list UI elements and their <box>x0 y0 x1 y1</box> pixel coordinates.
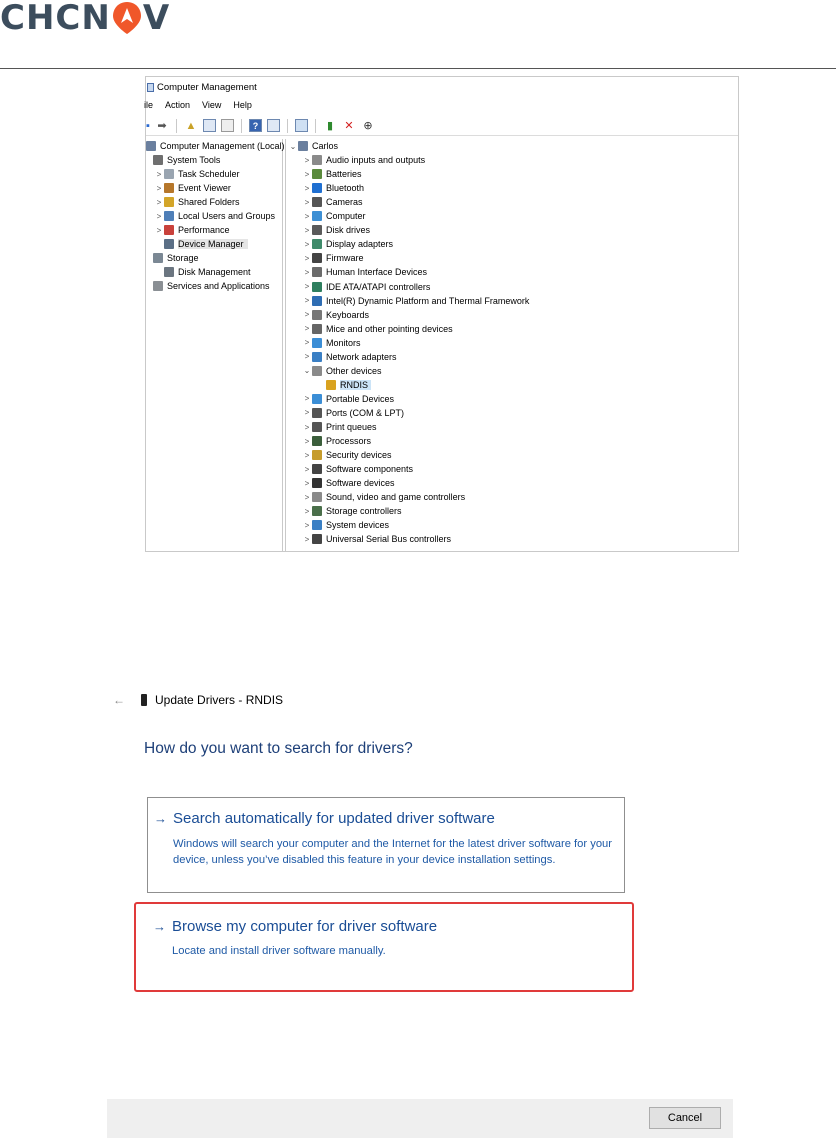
console-tree <box>146 139 283 551</box>
arrow-right-icon: → <box>153 919 166 934</box>
brand-text-right: V <box>142 0 171 38</box>
device-category-icon <box>312 422 322 432</box>
toolbar-separator <box>176 119 177 133</box>
device-category-icon <box>312 408 322 418</box>
dialog-footer <box>107 1099 733 1138</box>
device-category-icon <box>312 310 322 320</box>
device-tree-item[interactable] <box>302 406 404 420</box>
device-tree-item[interactable] <box>316 378 371 392</box>
device-category-label: Disk drives <box>326 225 371 236</box>
device-category-label: Universal Serial Bus controllers <box>326 534 452 545</box>
chevron-right-icon[interactable]: > <box>304 478 310 488</box>
brand-logo <box>0 0 170 36</box>
console-tree-item[interactable] <box>146 139 285 153</box>
console-tree-item[interactable] <box>154 265 251 279</box>
device-category-icon <box>312 352 322 362</box>
dialog-question: How do you want to search for drivers? <box>144 740 413 757</box>
device-category-icon <box>312 211 322 221</box>
device-tree-item[interactable] <box>302 322 453 336</box>
tree-node-label: System Tools <box>167 155 221 165</box>
device-category-label: Software devices <box>326 478 395 489</box>
properties-icon[interactable] <box>221 119 234 132</box>
device-tree-item[interactable] <box>302 294 529 308</box>
tree-node-icon <box>146 141 156 151</box>
device-category-icon <box>312 436 322 446</box>
chevron-right-icon[interactable]: > <box>156 197 162 207</box>
device-category-label: Batteries <box>326 169 362 180</box>
device-tree-item[interactable] <box>302 434 371 448</box>
device-category-label: Bluetooth <box>326 183 365 194</box>
chevron-right-icon[interactable]: > <box>156 169 162 179</box>
browse-computer-option[interactable] <box>147 906 625 984</box>
device-category-label: Software components <box>326 464 414 475</box>
tree-node-label: Performance <box>178 225 230 235</box>
chevron-right-icon[interactable]: > <box>304 282 310 291</box>
arrow-right-icon: → <box>154 811 167 826</box>
device-category-icon <box>312 239 322 249</box>
device-category-label: Ports (COM & LPT) <box>326 407 405 418</box>
chevron-right-icon[interactable]: > <box>304 225 310 235</box>
window-title: Computer Management <box>157 81 257 93</box>
chevron-right-icon[interactable]: > <box>304 211 310 221</box>
chevron-right-icon[interactable]: > <box>304 492 310 502</box>
tree-node-label: Disk Management <box>178 267 251 277</box>
device-category-icon <box>312 478 322 488</box>
chevron-right-icon[interactable]: > <box>304 534 310 544</box>
menu-view[interactable]: View <box>202 100 222 110</box>
device-tree-item[interactable] <box>302 167 362 181</box>
tree-node-label: Device Manager <box>178 239 248 249</box>
menu-bar <box>146 100 252 114</box>
device-category-label: Print queues <box>326 422 377 432</box>
chevron-right-icon[interactable]: > <box>304 338 310 348</box>
device-tree-item[interactable] <box>302 280 430 294</box>
search-automatically-option[interactable] <box>147 797 625 893</box>
window-title-bar <box>146 79 257 95</box>
option-auto-title: Search automatically for updated driver software <box>173 810 495 827</box>
device-tree-item[interactable] <box>302 490 465 504</box>
device-tree-item[interactable] <box>302 237 393 251</box>
tree-node-icon <box>164 183 174 193</box>
chevron-right-icon[interactable]: > <box>304 408 310 418</box>
device-category-label: RNDIS <box>340 380 371 390</box>
device-category-label: Sound, video and game controllers <box>326 492 466 503</box>
chevron-right-icon[interactable]: > <box>304 296 310 306</box>
cancel-button[interactable]: Cancel <box>649 1107 721 1129</box>
tree-node-icon <box>153 281 163 291</box>
console-tree-item[interactable] <box>154 167 240 181</box>
device-tree-item[interactable] <box>302 392 394 406</box>
device-category-icon <box>312 338 322 348</box>
toolbar-separator <box>287 119 288 133</box>
device-category-icon <box>312 253 322 263</box>
toolbar-separator <box>315 119 316 133</box>
tree-node-icon <box>164 267 174 277</box>
device-tree <box>285 139 738 551</box>
tree-node-label: Shared Folders <box>178 197 240 207</box>
dialog-title: Update Drivers - RNDIS <box>155 693 284 707</box>
device-tree-item[interactable] <box>302 504 402 518</box>
device-tree-item[interactable] <box>302 364 382 378</box>
chevron-right-icon[interactable]: > <box>304 267 310 277</box>
device-category-icon <box>312 506 322 516</box>
tree-node-icon <box>164 211 174 221</box>
device-category-icon <box>312 366 322 376</box>
device-category-icon <box>326 380 336 390</box>
device-category-label: Firmware <box>326 253 364 264</box>
show-hide-tree-icon[interactable] <box>203 119 216 132</box>
chevron-right-icon[interactable]: > <box>304 197 310 207</box>
console-tree-item[interactable] <box>151 279 270 293</box>
device-category-label: System devices <box>326 520 390 531</box>
device-tree-item[interactable] <box>302 448 392 462</box>
device-tree-item[interactable] <box>302 476 395 490</box>
back-arrow-icon[interactable]: ← <box>113 693 125 707</box>
device-tree-item[interactable] <box>302 462 413 476</box>
chevron-right-icon[interactable]: > <box>304 310 310 320</box>
device-tree-item[interactable] <box>302 420 377 434</box>
view-icon[interactable] <box>267 119 280 132</box>
toolbar <box>146 116 738 136</box>
device-tree-item[interactable] <box>302 251 364 265</box>
chevron-right-icon[interactable]: > <box>156 183 162 193</box>
console-tree-item[interactable] <box>154 223 230 237</box>
help-icon[interactable]: ? <box>249 119 262 132</box>
device-tree-item[interactable] <box>302 209 366 223</box>
device-category-label: Portable Devices <box>326 393 395 404</box>
menu-action[interactable]: Action <box>165 100 191 110</box>
menu-file[interactable]: ile <box>144 100 154 110</box>
chevron-right-icon[interactable]: > <box>304 520 310 530</box>
chevron-down-icon[interactable]: ⌄ <box>289 141 297 151</box>
option-browse-title: Browse my computer for driver software <box>172 918 438 935</box>
location-pin-icon <box>112 1 142 35</box>
chevron-right-icon[interactable]: > <box>304 506 310 516</box>
tree-node-icon <box>164 169 174 179</box>
device-category-label: Mice and other pointing devices <box>326 323 453 334</box>
chevron-right-icon[interactable]: > <box>156 225 162 235</box>
device-category-icon <box>312 520 322 530</box>
console-tree-item[interactable] <box>151 251 199 265</box>
uninstall-icon[interactable]: ✕ <box>344 119 354 132</box>
device-tree-item[interactable] <box>302 532 451 546</box>
chevron-right-icon[interactable]: > <box>304 239 310 249</box>
tree-node-icon <box>164 197 174 207</box>
chevron-right-icon[interactable]: > <box>304 394 310 404</box>
device-tree-item[interactable] <box>302 308 369 322</box>
monitor-icon[interactable] <box>295 119 308 132</box>
device-category-icon <box>312 324 322 334</box>
scan-download-icon[interactable]: ⊕ <box>363 119 373 132</box>
chevron-right-icon[interactable]: > <box>304 422 310 432</box>
device-tree-item[interactable] <box>302 223 370 237</box>
device-category-label: Security devices <box>326 450 392 461</box>
update-drivers-header <box>113 690 283 710</box>
console-tree-item[interactable] <box>154 237 248 251</box>
header-divider <box>0 68 836 69</box>
device-category-icon <box>312 282 322 292</box>
computer-management-icon <box>147 83 154 92</box>
forward-icon[interactable]: ➡ <box>157 119 167 132</box>
device-tree-item[interactable] <box>302 153 425 167</box>
computer-management-window <box>145 76 739 552</box>
device-category-icon <box>312 394 322 404</box>
back-icon[interactable]: ▪ <box>146 119 150 132</box>
chevron-down-icon[interactable]: ⌄ <box>303 366 311 376</box>
device-category-label: Cameras <box>326 197 363 208</box>
device-category-icon <box>312 155 322 165</box>
device-tree-item[interactable] <box>302 350 397 364</box>
device-category-icon <box>312 492 322 502</box>
chevron-right-icon[interactable]: > <box>304 324 310 334</box>
chevron-right-icon[interactable]: > <box>304 155 310 165</box>
tree-node-label: Task Scheduler <box>178 169 240 179</box>
device-category-label: Storage controllers <box>326 506 402 517</box>
device-tree-item[interactable] <box>288 139 338 153</box>
device-tree-item[interactable] <box>302 336 361 350</box>
toolbar-separator <box>241 119 242 133</box>
device-tree-item[interactable] <box>302 265 427 279</box>
device-category-label: Carlos <box>312 141 339 151</box>
update-driver-icon[interactable]: ▮ <box>326 119 334 132</box>
device-tree-item[interactable] <box>302 195 363 209</box>
device-category-icon <box>312 267 322 277</box>
console-tree-item[interactable] <box>154 195 240 209</box>
device-category-icon <box>312 464 322 474</box>
device-category-label: Audio inputs and outputs <box>326 155 426 166</box>
chevron-right-icon[interactable]: > <box>304 436 310 446</box>
device-category-icon <box>312 197 322 207</box>
device-category-icon <box>312 225 322 235</box>
chevron-right-icon[interactable]: > <box>304 183 310 193</box>
device-category-icon <box>312 169 322 179</box>
device-category-icon <box>312 296 322 306</box>
brand-text-left: CHCN <box>0 0 111 38</box>
device-category-label: Network adapters <box>326 351 397 362</box>
tree-node-label: Local Users and Groups <box>178 211 276 221</box>
device-tree-item[interactable] <box>302 518 389 532</box>
device-category-icon <box>312 534 322 544</box>
device-category-label: Other devices <box>326 365 382 376</box>
menu-help[interactable]: Help <box>233 100 252 110</box>
chevron-right-icon[interactable]: > <box>304 352 310 362</box>
option-title <box>154 810 495 827</box>
device-icon <box>141 694 147 706</box>
device-category-label: Display adapters <box>326 239 394 250</box>
chevron-right-icon[interactable]: > <box>304 253 310 263</box>
chevron-right-icon[interactable]: > <box>304 464 310 474</box>
tree-node-label: Storage <box>167 253 199 263</box>
option-auto-description: Windows will search your computer and the Internet for the latest driver software for your device, unless you’ve disabled this feature in your device installation settings. <box>173 838 612 866</box>
option-browse-description: Locate and install driver software manually. <box>172 945 386 957</box>
device-category-label: IDE ATA/ATAPI controllers <box>326 281 431 292</box>
console-tree-item[interactable] <box>151 153 220 167</box>
device-category-icon <box>312 183 322 193</box>
tree-node-icon <box>153 155 163 165</box>
tree-node-label: Services and Applications <box>167 281 270 291</box>
chevron-right-icon[interactable]: > <box>304 169 310 179</box>
device-category-label: Processors <box>326 436 372 447</box>
tree-node-label: Event Viewer <box>178 183 231 193</box>
chevron-right-icon[interactable]: > <box>156 211 162 221</box>
device-category-label: Monitors <box>326 337 361 348</box>
tree-node-icon <box>164 225 174 235</box>
tree-node-icon <box>164 239 174 249</box>
tree-node-icon <box>153 253 163 263</box>
device-category-icon <box>298 141 308 151</box>
console-tree-item[interactable] <box>154 181 231 195</box>
console-tree-item[interactable] <box>154 209 275 223</box>
device-category-label: Computer <box>326 211 366 222</box>
device-tree-item[interactable] <box>302 181 364 195</box>
option-title <box>153 918 437 935</box>
chevron-right-icon[interactable]: > <box>304 450 310 460</box>
device-category-label: Intel(R) Dynamic Platform and Thermal Framework <box>326 295 530 306</box>
tree-node-label: Computer Management (Local) <box>160 141 285 151</box>
up-folder-icon[interactable]: ▲ <box>185 119 197 132</box>
device-category-icon <box>312 450 322 460</box>
device-category-label: Keyboards <box>326 309 370 320</box>
device-category-label: Human Interface Devices <box>326 267 428 278</box>
